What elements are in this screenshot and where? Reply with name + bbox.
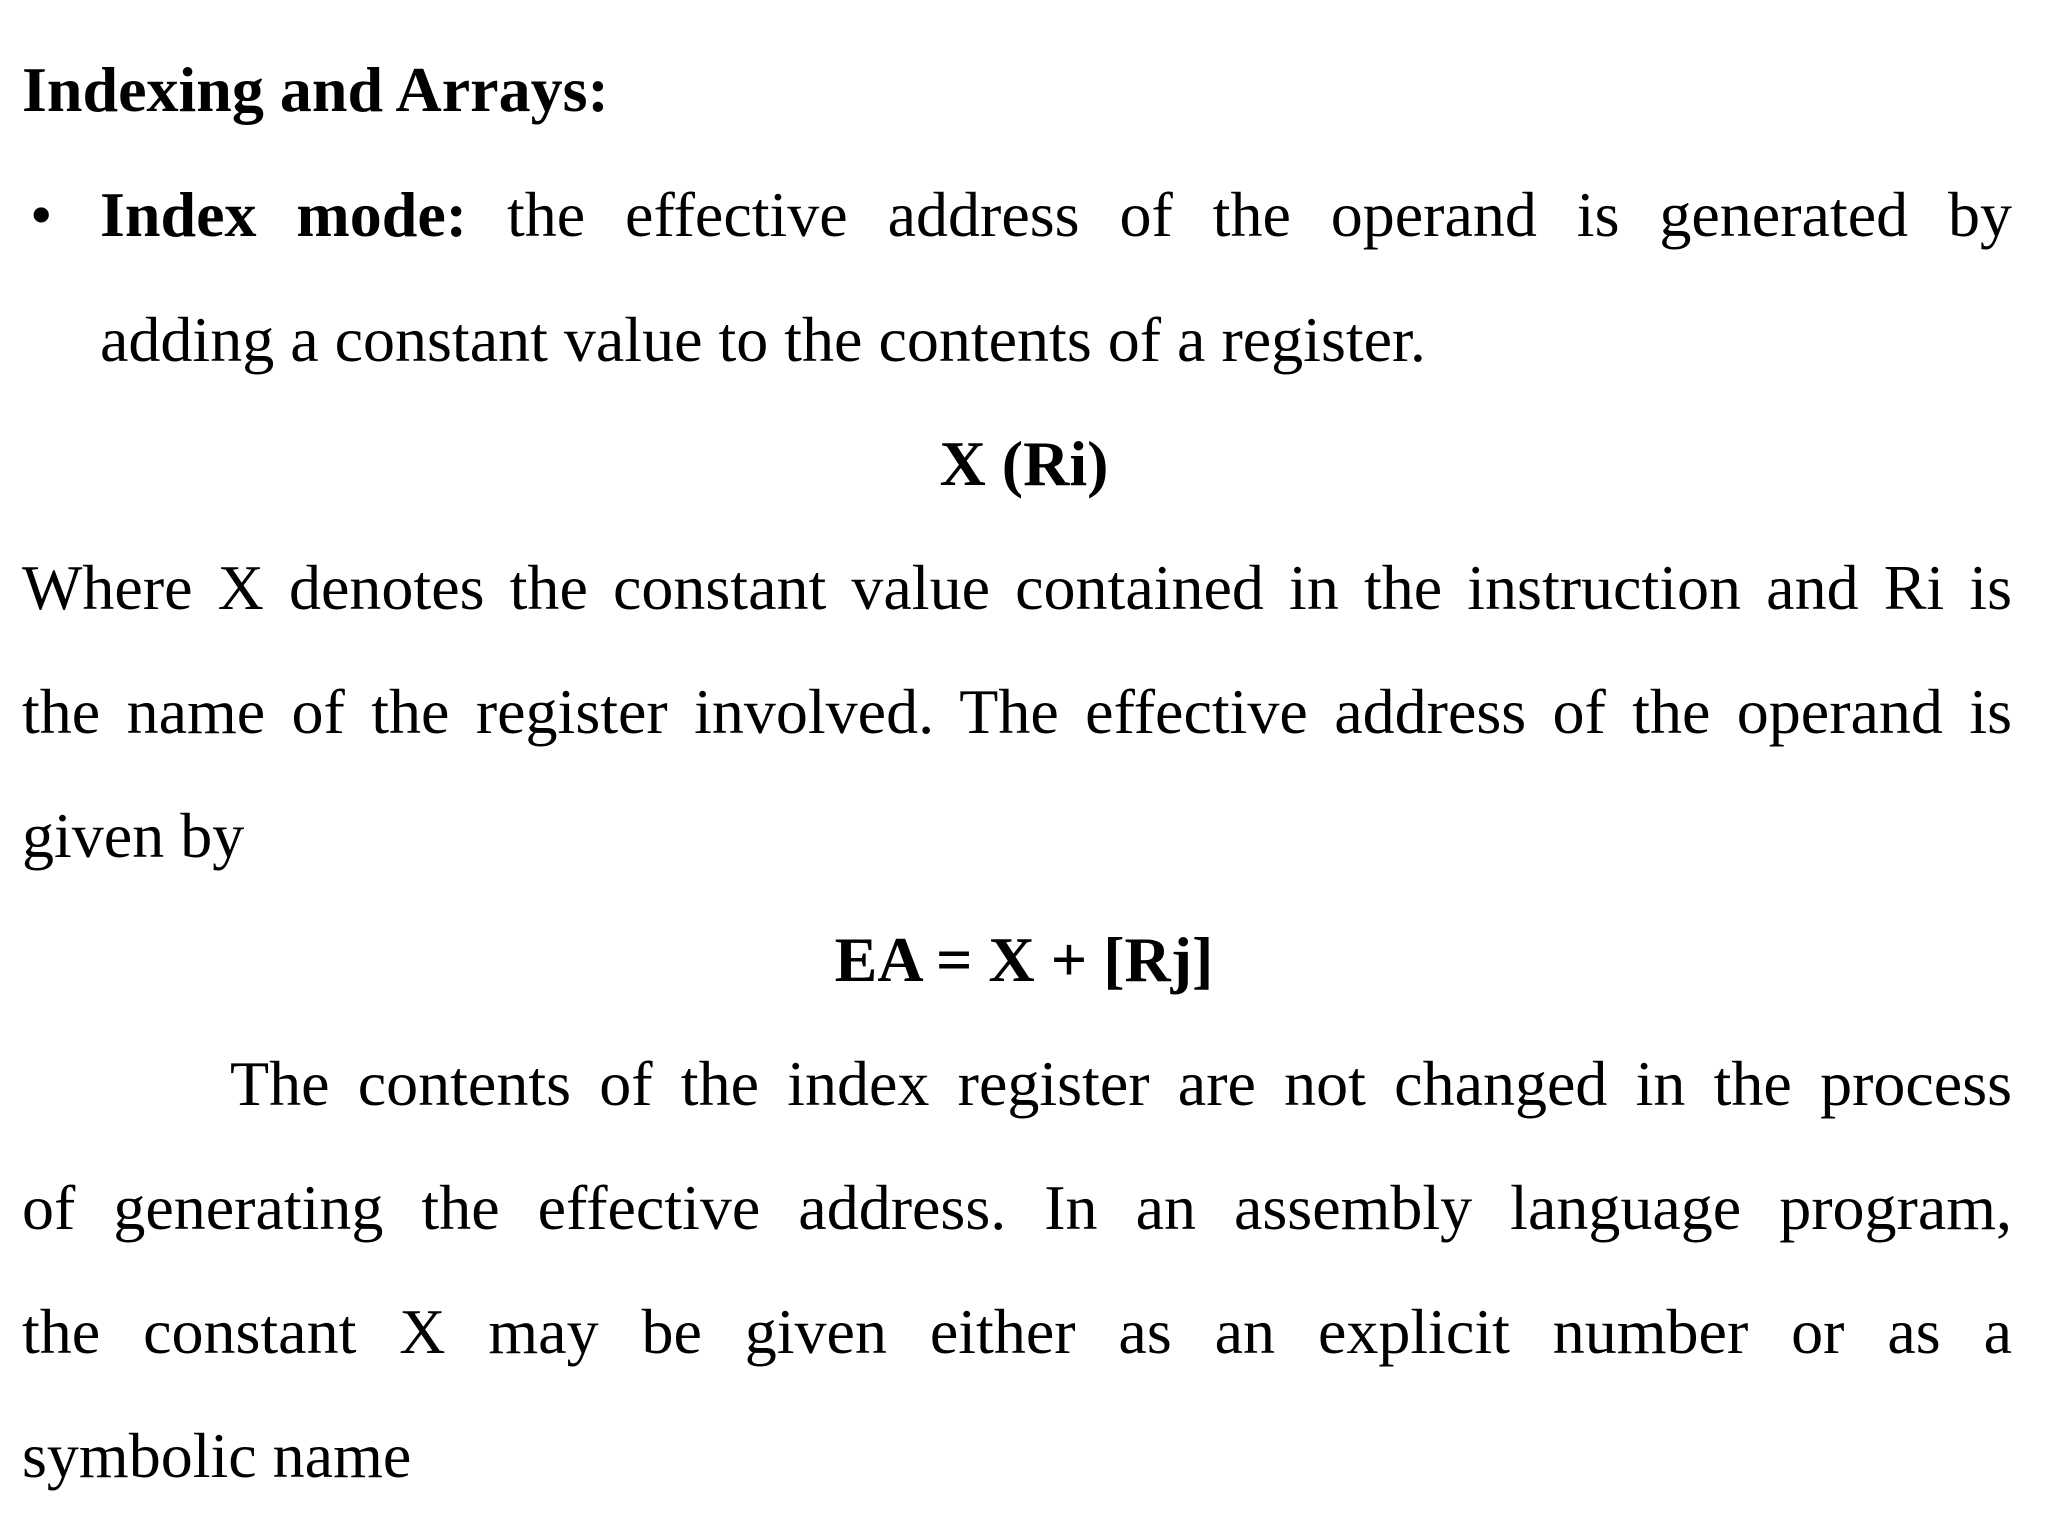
- paragraph-1-line-1: Where X denotes the constant value contained in the instruction and Ri is: [22, 552, 2012, 623]
- paragraph-2-line-2: of generating the effective address. In an assembly language program,: [22, 1172, 2012, 1243]
- bullet-line-1: [100, 175, 2012, 255]
- paragraph-2-line-3: the constant X may be given either as an explicit number or as a: [22, 1296, 2012, 1367]
- formula-index-mode: X (Ri): [939, 428, 1109, 499]
- bullet-line-2: adding a constant value to the contents of a register.: [100, 304, 1426, 375]
- bullet-line-1-text: the effective address of the operand is generated by: [506, 179, 2012, 250]
- section-heading: Indexing and Arrays:: [22, 54, 609, 125]
- paragraph-1-line-3: given by: [22, 800, 245, 871]
- paragraph-2-line-4: symbolic name: [22, 1420, 412, 1491]
- bullet-term: Index mode:: [100, 179, 468, 250]
- paragraph-2-line-1: [22, 1044, 2012, 1124]
- paragraph-2-line-1-text: The contents of the index register are not changed in the process: [230, 1048, 2012, 1119]
- paragraph-1-line-2: the name of the register involved. The effective address of the operand is: [22, 676, 2012, 747]
- formula-effective-address: EA = X + [Rj]: [834, 924, 1214, 995]
- bullet-icon: •: [30, 179, 53, 250]
